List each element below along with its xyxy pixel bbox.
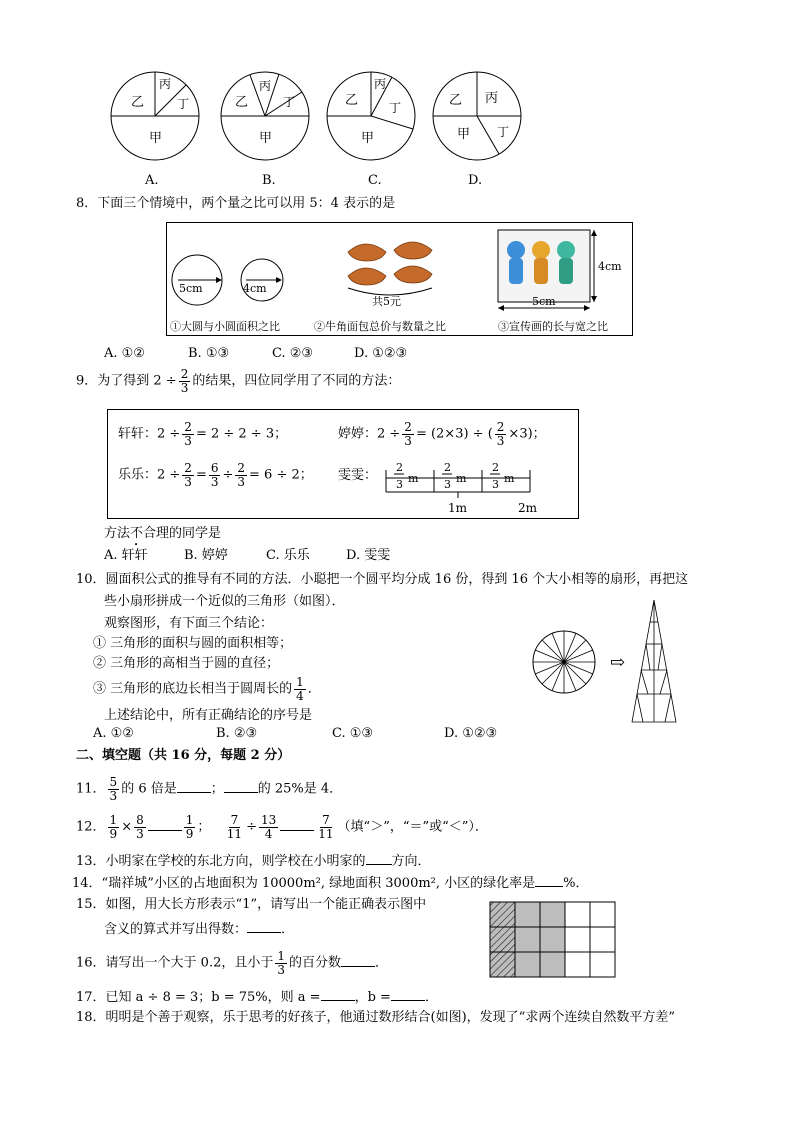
seg-2-den: 3 bbox=[444, 478, 451, 491]
q9-method-ting: 婷婷：2 ÷ $\frac{2}{3}$ = (2×3) ÷ ( $\frac{2}{3}$ ×3)； bbox=[338, 420, 546, 448]
q10-conclusion-2: ② 三角形的高相当于圆的直径； bbox=[93, 656, 280, 671]
q15-line2: 含义的算式并写出得数： ． bbox=[104, 922, 295, 937]
q17-blank-b[interactable] bbox=[391, 988, 425, 1001]
pie-b-yi: 乙 bbox=[235, 95, 249, 110]
q15-blank[interactable] bbox=[247, 920, 281, 933]
q10-option-a[interactable]: A. ①② bbox=[93, 726, 134, 741]
pie-d-jia: 甲 bbox=[457, 127, 471, 142]
q7-option-c[interactable]: C. bbox=[368, 173, 382, 188]
pie-a bbox=[111, 72, 199, 160]
q10-option-c[interactable]: C. ①③ bbox=[332, 726, 374, 741]
q9-option-a[interactable]: A. 轩轩 bbox=[104, 548, 148, 563]
q18-line1: 18．明明是个善于观察，乐于思考的好孩子，他通过数形结合(如图)，发现了“求两个连续自然数平方差” bbox=[76, 1010, 675, 1025]
q10-line2: 些小扇形拼成一个近似的三角形（如图）． bbox=[104, 594, 345, 609]
q8-option-b[interactable]: B. ①③ bbox=[188, 346, 230, 361]
seg-3-unit: m bbox=[504, 472, 515, 485]
seg-1-num: 2 bbox=[396, 461, 403, 474]
pie-a-yi: 乙 bbox=[131, 95, 145, 110]
caption-1: ①大圆与小圆面积之比 bbox=[170, 320, 280, 333]
q16: 16．请写出一个大于 0.2，且小于 $\frac{1}{3}$ 的百分数 ． bbox=[76, 949, 389, 977]
q13-blank[interactable] bbox=[366, 852, 392, 865]
arrow-icon: ⇨ bbox=[610, 652, 626, 673]
seg-2-num: 2 bbox=[444, 461, 451, 474]
pie-d-ding: 丁 bbox=[497, 125, 510, 139]
q9-method-xuan: 轩轩：2 ÷ $\frac{2}{3}$ = 2 ÷ 2 ÷ 3； bbox=[118, 420, 288, 448]
q7-option-a[interactable]: A. bbox=[145, 173, 159, 188]
pie-d-bing: 丙 bbox=[485, 91, 499, 106]
pie-c-jia: 甲 bbox=[361, 131, 375, 146]
pie-c-bing: 丙 bbox=[374, 77, 387, 91]
q11-blank-2[interactable] bbox=[224, 780, 258, 793]
q12: 12． $\frac{1}{9}$ × $\frac{8}{3}$ $\frac{1}{9}$ ； $\frac{7}{11}$ ÷ $\frac{13}{4}$ $\frac{7}{11}$ （填“＞”，“＝”或“＜”）． bbox=[76, 813, 488, 841]
seg-3-num: 2 bbox=[492, 461, 499, 474]
q12-blank-2[interactable] bbox=[280, 818, 314, 831]
pie-c-ding: 丁 bbox=[389, 101, 402, 115]
sector-circle bbox=[533, 631, 595, 693]
poster-width: 5cm bbox=[532, 295, 556, 308]
pie-b bbox=[221, 72, 309, 160]
q7-option-b[interactable]: B. bbox=[262, 173, 276, 188]
seg-2-unit: m bbox=[456, 472, 467, 485]
q15-grid-figure bbox=[488, 900, 618, 980]
q10-option-b[interactable]: B. ②③ bbox=[216, 726, 258, 741]
q8-option-c[interactable]: C. ②③ bbox=[272, 346, 314, 361]
section2-title: 二、填空题（共 16 分，每题 2 分） bbox=[76, 748, 291, 763]
pie-b-jia: 甲 bbox=[259, 131, 273, 146]
q8-stem: 8．下面三个情境中，两个量之比可以用 5：4 表示的是 bbox=[76, 196, 396, 211]
q13: 13．小明家在学校的东北方向，则学校在小明家的 方向． bbox=[76, 854, 431, 869]
seg-3-den: 3 bbox=[492, 478, 499, 491]
q7-option-d[interactable]: D. bbox=[468, 173, 483, 188]
mascot-icon bbox=[507, 241, 575, 284]
q9-ask: 方法不合理的同学是 bbox=[104, 526, 222, 541]
q10-conclusion-1: ① 三角形的面积与圆的面积相等； bbox=[93, 636, 293, 651]
q8-option-a[interactable]: A. ①② bbox=[104, 346, 145, 361]
pie-c-yi: 乙 bbox=[345, 93, 359, 108]
pie-a-bing: 丙 bbox=[159, 77, 172, 91]
q17-blank-a[interactable] bbox=[321, 988, 355, 1001]
pie-d-yi: 乙 bbox=[449, 93, 463, 108]
q9-option-d[interactable]: D. 雯雯 bbox=[346, 548, 391, 563]
pie-d bbox=[433, 72, 521, 160]
croissant-total: 共5元 bbox=[372, 295, 401, 308]
pie-c bbox=[327, 72, 415, 160]
big-circle-label: 5cm bbox=[179, 282, 203, 295]
q9-fraction: $\frac{2}{3}$ bbox=[180, 367, 189, 395]
seg-1-unit: m bbox=[408, 472, 419, 485]
q9-method-le: 乐乐：2 ÷ $\frac{2}{3}$ = $\frac{6}{3}$ ÷ $\frac{2}{3}$ = 6 ÷ 2； bbox=[118, 461, 313, 489]
q11-blank-1[interactable] bbox=[177, 780, 211, 793]
caption-3: ③宣传画的长与宽之比 bbox=[498, 320, 608, 333]
pie-b-ding: 丁 bbox=[283, 95, 296, 109]
q14: 14．“瑞祥城”小区的占地面积为 10000m², 绿地面积 3000m², 小区的绿化率是 %． bbox=[72, 876, 589, 891]
q9-method-wen-name: 雯雯： bbox=[338, 468, 378, 483]
pie-b-bing: 丙 bbox=[259, 79, 272, 93]
tick-2m: 2m bbox=[518, 501, 538, 515]
q9-stem: 9．为了得到 2 ÷ $\frac{2}{3}$ 的结果，四位同学用了不同的方法： bbox=[76, 367, 401, 395]
q9-option-b[interactable]: B. 婷婷 bbox=[184, 548, 228, 563]
sector-triangle bbox=[632, 600, 676, 722]
q8-option-d[interactable]: D. ①②③ bbox=[354, 346, 408, 361]
q9-option-c[interactable]: C. 乐乐 bbox=[266, 548, 310, 563]
q10-conclusion-3: ③ 三角形的底边长相当于圆周长的 $\frac{1}{4}$ ． bbox=[93, 675, 321, 703]
croissant-icon bbox=[348, 242, 432, 285]
q10-line1: 10．圆面积公式的推导有不同的方法．小聪把一个圆平均分成 16 份，得到 16 个大小相等的扇形，再把这 bbox=[76, 572, 689, 587]
q7-pie-options bbox=[105, 70, 535, 170]
q10-ask: 上述结论中，所有正确结论的序号是 bbox=[104, 708, 313, 723]
q9-number-line bbox=[382, 458, 542, 518]
pie-a-jia: 甲 bbox=[149, 131, 163, 146]
q16-blank[interactable] bbox=[341, 954, 375, 967]
q10-figure bbox=[530, 598, 690, 726]
pie-a-ding: 丁 bbox=[177, 97, 190, 111]
tick-1m: 1m bbox=[448, 501, 468, 515]
q14-blank[interactable] bbox=[535, 874, 563, 887]
caption-2: ②牛角面包总价与数量之比 bbox=[314, 320, 446, 333]
q17: 17．已知 a ÷ 8 = 3；b = 75%，则 a = ，b = ． bbox=[76, 990, 438, 1005]
small-circle-label: 4cm bbox=[243, 282, 267, 295]
poster-height: 4cm bbox=[598, 260, 622, 273]
q12-blank-1[interactable] bbox=[148, 818, 182, 831]
q15-line1: 15．如图，用大长方形表示“1”，请写出一个能正确表示图中 bbox=[76, 897, 427, 912]
q10-observe: 观察图形，有下面三个结论： bbox=[104, 616, 274, 631]
seg-1-den: 3 bbox=[396, 478, 403, 491]
q8-figure bbox=[166, 222, 633, 336]
q11: 11． $\frac{5}{3}$ 的 6 倍是 ； 的 25%是 4． bbox=[76, 775, 343, 803]
q10-option-d[interactable]: D. ①②③ bbox=[444, 726, 498, 741]
